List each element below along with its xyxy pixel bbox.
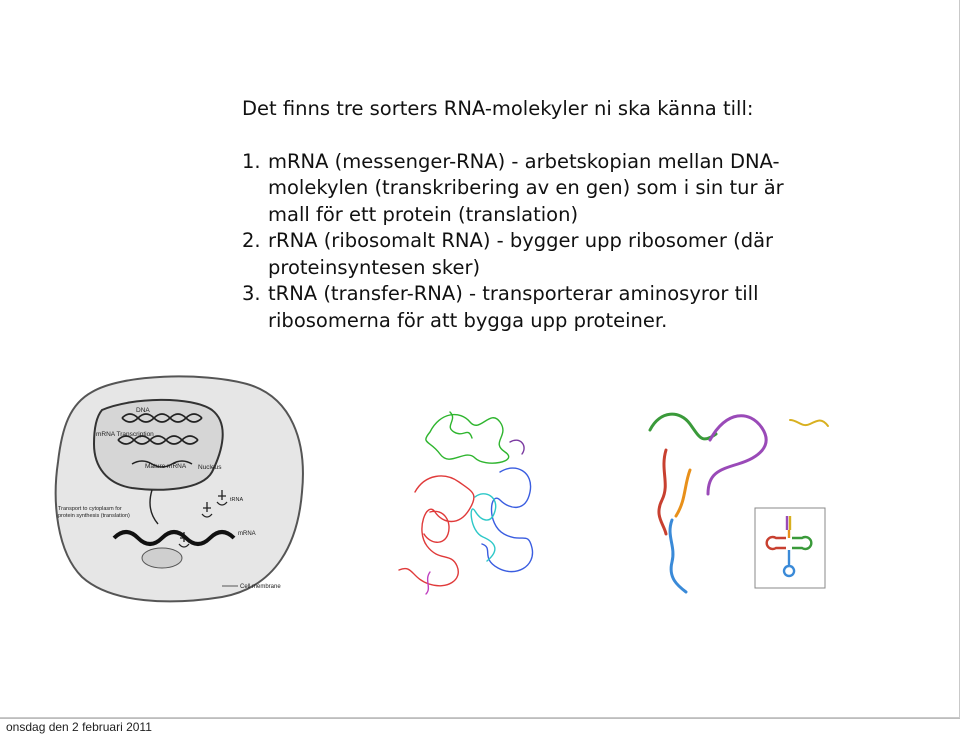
rna-list [242,149,802,335]
ribosome-green-chain [426,412,509,463]
list-item [242,281,802,334]
trna-purple-arm [708,416,766,494]
cell-diagram [52,372,307,604]
label-cell-membrane: Cell membrane [240,584,281,590]
footer-date: onsdag den 2 februari 2011 [6,720,152,734]
list-item [242,149,802,229]
trna-orange-stem [676,470,690,516]
label-transport-line2: protein synthesis (translation) [58,513,130,519]
list-item-text: tRNA (transfer-RNA) - transporterar aminosyror till ribosomerna för att bygga upp proteiner. [268,282,759,332]
footer-bar [0,718,960,735]
ribosome-red-chain [399,476,474,586]
label-mrna: mRNA [238,531,256,537]
label-nucleus: Nucleus [198,464,222,471]
trna-structure-image [640,400,835,600]
slide-text [242,96,802,334]
list-number: 3. [242,282,261,305]
list-item [242,228,802,281]
intro-text: Det finns tre sorters RNA-molekyler ni ska känna till: [242,97,754,120]
label-mrna-transcription: mRNA Transcription [96,431,154,438]
trna-yellow-acceptor [790,420,828,426]
ribosome-shape [142,548,182,568]
ribosome-purple-chain [510,440,524,454]
trna-blue-stem [670,520,686,592]
trna-red-stem [659,450,666,534]
label-mature-mrna: Mature mRNA [145,463,187,470]
label-transport-line1: Transport to cytoplasm for [58,506,122,512]
list-number: 1. [242,149,261,173]
list-number: 2. [242,229,261,252]
list-item-text: rRNA (ribosomalt RNA) - bygger upp ribosomer (där proteinsyntesen sker) [268,229,774,279]
label-trna: tRNA [230,497,244,503]
ribosome-structure-image [390,402,560,602]
list-item-text: mRNA (messenger-RNA) - arbetskopian mellan DNA-molekylen (transkribering av en gen) som i sin tur är mall för ett protein (translation) [268,149,784,226]
trna-green-arm [650,414,716,439]
label-dna: DNA [136,407,150,414]
